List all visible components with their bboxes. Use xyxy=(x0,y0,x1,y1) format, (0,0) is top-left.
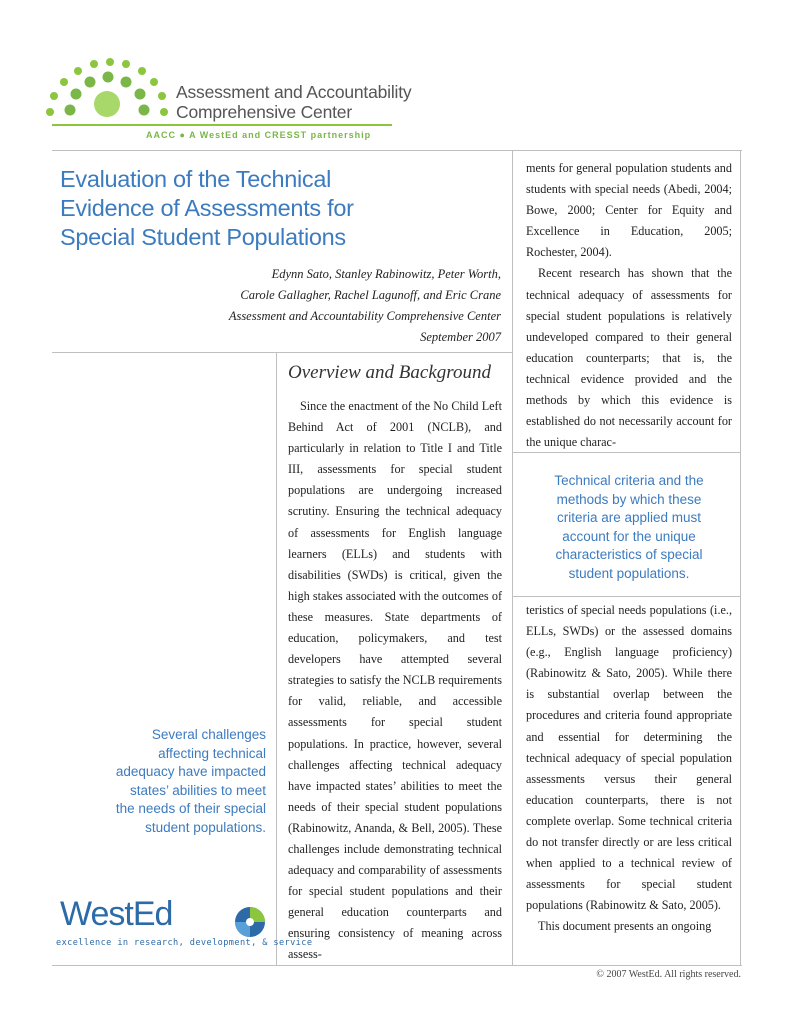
body-column-middle xyxy=(288,396,502,966)
body-column-right-bottom xyxy=(526,600,732,938)
pull-quote-line: student populations. xyxy=(568,565,690,581)
authors-line2: Carole Gallagher, Rachel Lagunoff, and Eric Crane xyxy=(240,288,501,302)
publication-date: September 2007 xyxy=(420,330,501,344)
divider xyxy=(52,352,512,353)
section-heading: Overview and Background xyxy=(288,362,491,383)
wested-globe-icon xyxy=(233,905,267,939)
divider xyxy=(740,150,741,965)
title-line1: Evaluation of the Technical xyxy=(60,166,332,192)
paragraph: ments for general population students and students with special needs (Abedi, 2004; Bowe, 2000; Center for Equity and Excellence in Education, 2005; Rochester, 2004). xyxy=(526,161,732,260)
org-name-line2: Comprehensive Center xyxy=(176,102,352,122)
authors-affiliation: Assessment and Accountability Comprehensive Center xyxy=(228,309,501,323)
pull-quote-line: Several challenges xyxy=(151,727,266,742)
pull-quote-line: Technical criteria and the xyxy=(554,473,704,488)
header-rule xyxy=(52,124,392,126)
wested-tagline: excellence in research, development, & service xyxy=(56,938,313,948)
pull-quote-left xyxy=(52,726,266,837)
org-name-line1: Assessment and Accountability xyxy=(176,82,412,102)
pull-quote-line: the needs of their special xyxy=(115,801,266,816)
aacc-logo-icon xyxy=(40,52,170,122)
divider xyxy=(276,352,277,965)
title-line3: Special Student Populations xyxy=(60,224,346,250)
org-name xyxy=(176,82,411,122)
body-column-right-top xyxy=(526,158,732,453)
paragraph: teristics of special needs populations (i.e., ELLs, SWDs) or the assessed domains (e.g., English language proficiency) (Rabinowitz & Sato, 2005). While there is substantial overlap between the procedures and criteria found appropriate and essential for determining the technical adequacy of special population assessments versus their general education counterparts, there is not complete overlap. Some technical criteria do not transfer directly or are less critical when applied to a technical review of assessments for special student populations (Rabinowitz & Sato, 2005). xyxy=(526,603,732,913)
divider xyxy=(52,150,742,151)
paragraph: Since the enactment of the No Child Left Behind Act of 2001 (NCLB), and particularly in relation to Title I and Title III, assessments for special student populations are undergoing increased scrutiny. Ensuring the technical adequacy of assessments for English language learners (ELLs) and students with disabilities (SWDs) is critical, given the high stakes associated with the outcomes of these measures. State departments of education, policymakers, and test developers have attempted several strategies to satisfy the NCLB requirements for valid, reliable, and accessible assessments for special student populations. In practice, however, several challenges affecting technical adequacy have impacted states’ abilities to meet the needs of their special student populations (Rabinowitz, Ananda, & Bell, 2005). These challenges include demonstrating technical adequacy and comparability of assessments for special student populations and their general education counterparts and ensuring consistency of meaning across assess- xyxy=(288,399,502,962)
pull-quote-line: affecting technical xyxy=(158,745,266,761)
pull-quote-line: criteria are applied must xyxy=(556,510,702,525)
pull-quote-line: student populations. xyxy=(145,819,266,835)
pull-quote-line: account for the unique xyxy=(562,528,696,544)
page-title xyxy=(60,165,480,252)
divider xyxy=(512,150,513,965)
divider xyxy=(512,596,740,597)
authors-line1: Edynn Sato, Stanley Rabinowitz, Peter Worth, xyxy=(271,267,501,281)
header-tagline: AACC ● A WestEd and CRESST partnership xyxy=(146,130,372,140)
pull-quote-line: states’ abilities to meet xyxy=(129,782,266,798)
pull-quote-right xyxy=(526,472,732,583)
copyright: © 2007 WestEd. All rights reserved. xyxy=(596,969,741,980)
paragraph: Recent research has shown that the technical adequacy of assessments for special student populations is relatively undeveloped compared to their general education counterparts; that is, the technical evidence provided and the methods by which this evidence is established do not necessarily account for the unique charac- xyxy=(526,266,732,450)
title-line2: Evidence of Assessments for xyxy=(60,195,354,221)
author-block xyxy=(229,264,501,348)
pull-quote-line: methods by which these xyxy=(556,491,702,507)
pull-quote-line: adequacy have impacted xyxy=(115,764,266,779)
pull-quote-line: characteristics of special xyxy=(555,547,703,562)
paragraph: This document presents an ongoing xyxy=(538,919,712,934)
wested-logo: WestEd xyxy=(60,895,173,933)
